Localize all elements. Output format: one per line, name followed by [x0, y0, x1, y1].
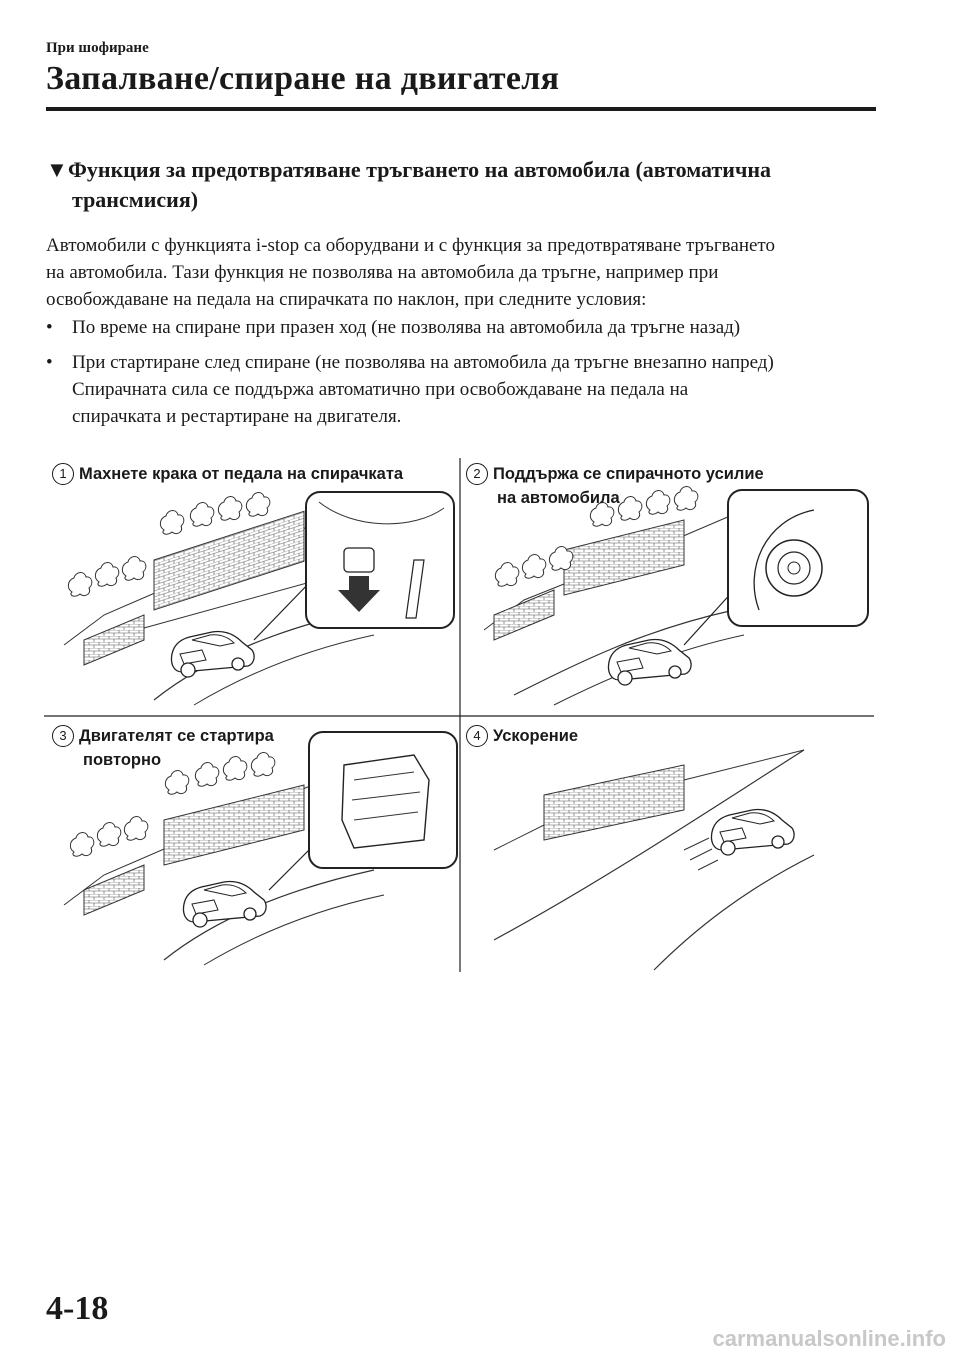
- bullet-line: По време на спиране при празен ход (не позволява на автомобила да тръгне назад): [72, 317, 741, 338]
- panel-4-label: [466, 724, 578, 748]
- bullet-line: При стартиране след спиране (не позволява на автомобила да тръгне внезапно напред): [72, 352, 774, 373]
- panel-caption-line: Махнете крака от педала на спирачката: [79, 465, 404, 483]
- step-number-badge: 2: [466, 463, 488, 485]
- chapter-label: При шофиране: [46, 40, 149, 56]
- step-number-badge: 4: [466, 725, 488, 747]
- page-title: Запалване/спиране на двигателя: [46, 60, 560, 97]
- section-marker-icon: ▼: [46, 157, 68, 182]
- watermark: carmanualsonline.info: [712, 1326, 946, 1351]
- body-line: Автомобили с функцията i-stop са оборудвани и с функция за предотвратяване тръгването: [46, 235, 775, 256]
- section-title-line2: трансмисия): [72, 187, 199, 212]
- bullet-line: Спирачната сила се поддържа автоматично при освобождаване на педала на: [72, 379, 689, 400]
- panel-caption-line: на автомобила: [497, 489, 620, 507]
- panel-caption-line: Двигателят се стартира: [79, 727, 274, 745]
- engine-icon: [342, 755, 429, 848]
- section-title-line1: Функция за предотвратяване тръгването на автомобила (автоматична: [68, 157, 772, 182]
- panel-2-label: [466, 462, 764, 510]
- body-paragraph: [46, 232, 886, 313]
- panel-3-label: [52, 724, 274, 772]
- section-heading: [46, 155, 876, 215]
- panel-1-label: [52, 462, 403, 486]
- illustration-drawing: [44, 450, 874, 975]
- panel-caption-line: повторно: [83, 751, 162, 769]
- body-line: освобождаване на педала на спирачката по наклон, при следните условия:: [46, 289, 647, 310]
- body-line: на автомобила. Тази функция не позволява на автомобила да тръгне, например при: [46, 262, 719, 283]
- bullet-icon: •: [46, 352, 53, 373]
- illustration-figure: [44, 450, 874, 975]
- panel-caption-line: Ускорение: [493, 727, 579, 745]
- bullet-line: спирачката и рестартиране на двигателя.: [72, 406, 402, 427]
- panel-caption-line: Поддържа се спирачното усилие: [493, 465, 764, 483]
- pedal-inset-frame: [306, 492, 454, 628]
- panel-4-scene: [494, 750, 814, 970]
- bullet-icon: •: [46, 317, 53, 338]
- panel-2-scene: [484, 487, 868, 705]
- page-number: 4-18: [46, 1290, 109, 1327]
- title-rule: [46, 107, 876, 111]
- panel-1-scene: [64, 492, 454, 705]
- step-number-badge: 1: [52, 463, 74, 485]
- step-number-badge: 3: [52, 725, 74, 747]
